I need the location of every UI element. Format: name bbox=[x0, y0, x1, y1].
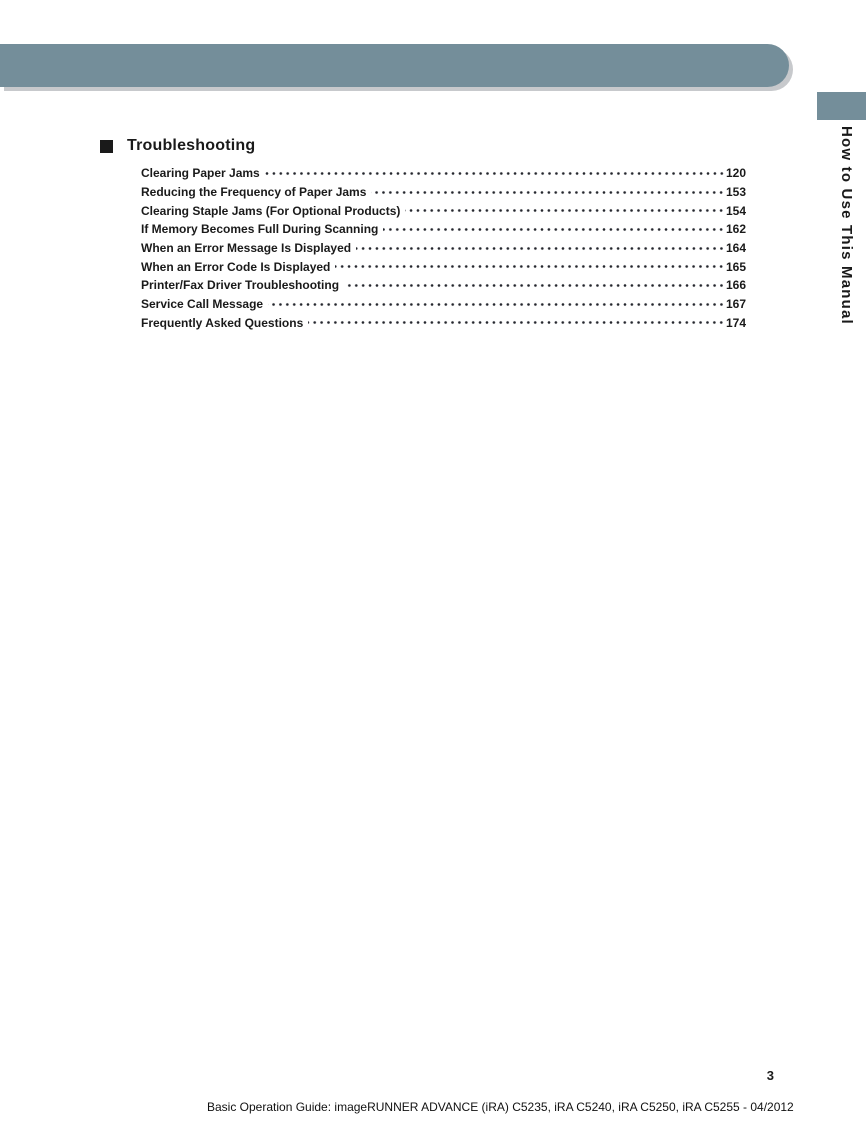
dotted-leader-icon bbox=[335, 257, 725, 276]
sidebar-vertical-label: How to Use This Manual bbox=[838, 126, 855, 325]
dotted-leader-icon bbox=[371, 183, 725, 202]
toc-entry-label: When an Error Message Is Displayed bbox=[141, 241, 352, 256]
dotted-leader-icon bbox=[308, 314, 725, 333]
dotted-leader-icon bbox=[268, 295, 725, 314]
dotted-leader-icon bbox=[356, 239, 725, 258]
dotted-leader-icon bbox=[383, 220, 725, 239]
section-heading bbox=[100, 137, 255, 155]
page-number: 3 bbox=[766, 1068, 774, 1083]
toc-entry[interactable] bbox=[141, 164, 746, 183]
toc-entry-label: When an Error Code Is Displayed bbox=[141, 259, 331, 274]
chapter-header-bar bbox=[0, 44, 789, 87]
toc-entry-page: 174 bbox=[725, 315, 746, 330]
toc-entry-label: If Memory Becomes Full During Scanning bbox=[141, 222, 379, 237]
dotted-leader-icon bbox=[405, 201, 725, 220]
toc-entry-label: Clearing Paper Jams bbox=[141, 166, 260, 181]
toc-list bbox=[141, 164, 746, 332]
toc-entry-page: 164 bbox=[725, 241, 746, 256]
dotted-leader-icon bbox=[265, 164, 725, 183]
toc-entry-page: 154 bbox=[725, 203, 746, 218]
toc-entry-page: 120 bbox=[725, 166, 746, 181]
toc-entry-label: Reducing the Frequency of Paper Jams bbox=[141, 185, 367, 200]
toc-entry[interactable] bbox=[141, 276, 746, 295]
toc-entry[interactable] bbox=[141, 314, 746, 333]
toc-entry-label: Printer/Fax Driver Troubleshooting bbox=[141, 278, 340, 293]
footer-text: Basic Operation Guide: imageRUNNER ADVANCE (iRA) C5235, iRA C5240, iRA C5250, iRA C5255 - 04/2012 bbox=[207, 1100, 794, 1114]
toc-entry-page: 166 bbox=[725, 278, 746, 293]
toc-entry-page: 153 bbox=[725, 185, 746, 200]
toc-entry[interactable] bbox=[141, 220, 746, 239]
toc-entry[interactable] bbox=[141, 257, 746, 276]
dotted-leader-icon bbox=[344, 276, 725, 295]
toc-entry-page: 167 bbox=[725, 297, 746, 312]
toc-entry-page: 162 bbox=[725, 222, 746, 237]
square-bullet-icon bbox=[100, 140, 113, 153]
toc-entry-page: 165 bbox=[725, 259, 746, 274]
toc-entry-label: Frequently Asked Questions bbox=[141, 315, 304, 330]
toc-entry[interactable] bbox=[141, 295, 746, 314]
sidebar-tab bbox=[817, 92, 866, 120]
toc-entry-label: Service Call Message bbox=[141, 297, 264, 312]
toc-entry[interactable] bbox=[141, 201, 746, 220]
section-title: Troubleshooting bbox=[127, 137, 256, 154]
toc-entry[interactable] bbox=[141, 183, 746, 202]
toc-entry[interactable] bbox=[141, 239, 746, 258]
toc-entry-label: Clearing Staple Jams (For Optional Products) bbox=[141, 203, 401, 218]
